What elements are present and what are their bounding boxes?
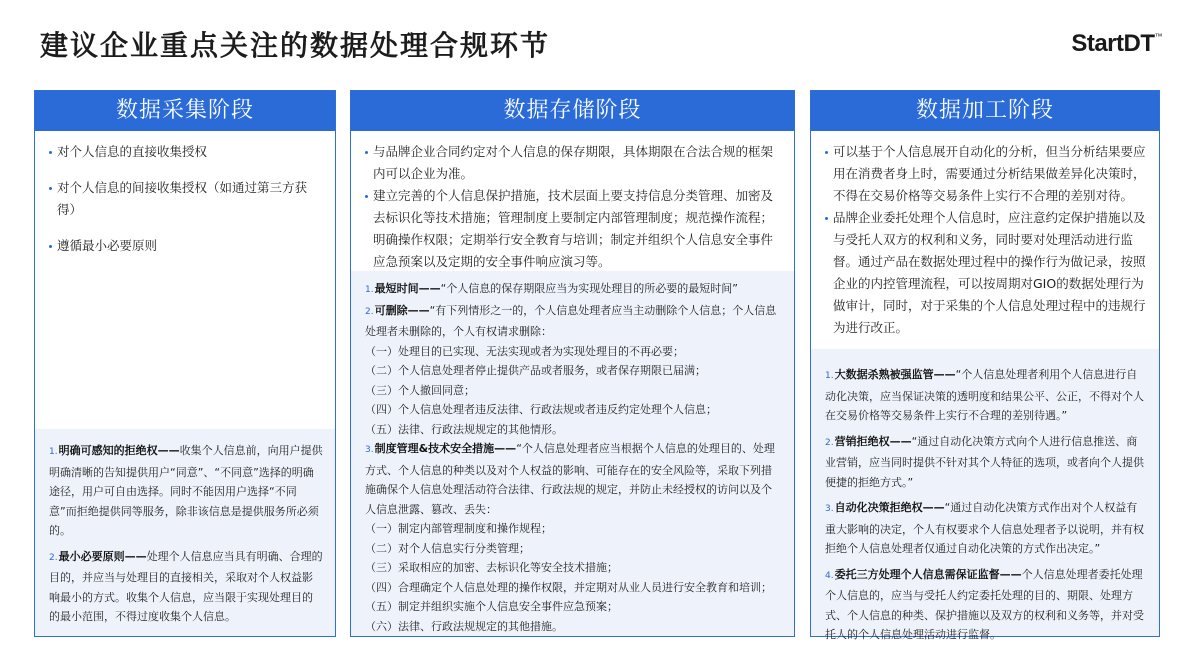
measure-item: （五）制定并组织实施个人信息安全事件应急预案； bbox=[365, 600, 618, 613]
delete-case: （四）个人信息处理者违反法律、行政法规或者违反约定处理个人信息； bbox=[365, 403, 717, 416]
clause-number: 1. bbox=[825, 371, 834, 381]
clause-title: 营销拒绝权—— bbox=[834, 434, 912, 448]
clause-text: 个人信息处理者委托处理个人信息的，应当与受托人约定委托处理的目的、期限、处理方式、个人信息的种类、保护措施以及双方的权利和义务等，并对受托人的个人信息处理活动进行监督。 bbox=[825, 567, 1144, 641]
measure-item: （二）对个人信息实行分类管理； bbox=[365, 541, 530, 555]
column-heading: 数据采集阶段 bbox=[35, 91, 335, 131]
clause-number: 1. bbox=[49, 447, 58, 457]
suggestion-item: 建立完善的个人信息保护措施，技术层面上要支持信息分类管理、加密及去标识化等技术措施；管理制度上要制定内部管理制度；规范操作流程；明确操作权限；定期举行安全教育与培训；制定并组织个人信息安全事件应急预案以及定期的安全事件响应演习等。 bbox=[365, 185, 782, 273]
legal-clause bbox=[365, 439, 782, 519]
delete-case: （二）个人信息处理者停止提供产品或者服务，或者保存期限已届满； bbox=[365, 364, 706, 377]
clause-title: 制度管理&技术安全措施—— bbox=[374, 442, 517, 455]
brand-name: StartDT bbox=[1071, 30, 1155, 57]
delete-case: （五）法律、行政法规规定的其他情形。 bbox=[365, 422, 563, 436]
legal-clause bbox=[365, 279, 782, 301]
legal-clause bbox=[49, 441, 323, 541]
legal-clause bbox=[825, 432, 1147, 493]
collection-stage-column bbox=[34, 90, 336, 637]
clause-text: “个人信息处理者利用个人信息进行自动化决策，应当保证决策的透明度和结果公平、公正，不得对个人在交易价格等交易条件上实行不合理的差别待遇。” bbox=[825, 368, 1144, 422]
column-heading: 数据存储阶段 bbox=[351, 91, 794, 131]
clause-title: 可删除—— bbox=[374, 303, 430, 317]
suggestion-list bbox=[351, 131, 794, 273]
legal-basis-box bbox=[35, 429, 335, 636]
legal-clause bbox=[825, 565, 1147, 645]
suggestion-item: 品牌企业委托处理个人信息时，应注意约定保护措施以及与受托人双方的权利和义务，同时要对处理活动进行监督。通过产品在数据处理过程中的操作行为做记录，按照企业的内控管理流程，可以按周期对GIO的数据处理行为做审计，同时，对于采集的个人信息处理过程中的违规行为进行改正。 bbox=[825, 207, 1147, 339]
measure-item: （六）法律、行政法规规定的其他措施。 bbox=[365, 619, 563, 633]
clause-text: “个人信息的保存期限应当为实现处理目的所必要的最短时间” bbox=[440, 282, 738, 295]
page-title: 建议企业重点关注的数据处理合规环节 bbox=[40, 29, 551, 62]
clause-text: “通过自动化决策方式作出对个人权益有重大影响的决定，个人有权要求个人信息处理者予以说明，并有权拒绝个人信息处理者仅通过自动化决策的方式作出决定。” bbox=[825, 501, 1144, 555]
legal-clause bbox=[49, 547, 323, 627]
suggestion-list bbox=[811, 131, 1159, 339]
clause-title: 大数据杀熟被强监管—— bbox=[834, 368, 956, 381]
delete-case: （三）个人撤回同意； bbox=[365, 383, 475, 397]
processing-stage-column bbox=[810, 90, 1160, 641]
brand-tm: ™ bbox=[1154, 32, 1162, 41]
legal-clause bbox=[825, 498, 1147, 559]
column-heading: 数据加工阶段 bbox=[811, 91, 1159, 131]
brand-logo bbox=[1071, 30, 1162, 58]
clause-text: 收集个人信息前，向用户提供明确清晰的告知提供用户“同意”、“不同意”选择的明确途径，用户可自由选择。同时不能因用户选择“不同意”而拒绝提供同等服务，除非该信息是提供服务所必须的。 bbox=[49, 444, 323, 537]
suggestion-item: 对个人信息的直接收集授权 bbox=[49, 141, 323, 163]
storage-stage-column bbox=[350, 90, 795, 637]
clause-number: 1. bbox=[365, 285, 374, 295]
clause-text: “个人信息处理者应当根据个人信息的处理目的、处理方式、个人信息的种类以及对个人权益的影响、可能存在的安全风险等，采取下列措施确保个人信息处理活动符合法律、行政法规的规定，并防止未经授权的访问以及个人信息泄露、篡改、丢失： bbox=[365, 442, 775, 516]
legal-clause bbox=[825, 365, 1147, 426]
clause-number: 2. bbox=[365, 306, 374, 317]
measure-item: （三）采取相应的加密、去标识化等安全技术措施； bbox=[365, 561, 618, 574]
legal-clause bbox=[365, 301, 782, 342]
clause-number: 4. bbox=[825, 570, 834, 581]
legal-basis-box bbox=[351, 271, 794, 636]
clause-text: 处理个人信息应当具有明确、合理的目的，并应当与处理目的直接相关，采取对个人权益影响最小的方式。收集个人信息，应当限于实现处理目的的最小范围，不得过度收集个人信息。 bbox=[49, 549, 323, 623]
clause-title: 自动化决策拒绝权—— bbox=[834, 501, 945, 514]
legal-basis-box bbox=[811, 349, 1159, 641]
suggestion-item: 对个人信息的间接收集授权（如通过第三方获得） bbox=[49, 177, 323, 221]
clause-number: 2. bbox=[49, 552, 58, 563]
clause-title: 明确可感知的拒绝权—— bbox=[58, 444, 180, 457]
clause-text: “有下列情形之一的，个人信息处理者应当主动删除个人信息；个人信息处理者未删除的，个人有权请求删除： bbox=[365, 303, 777, 338]
suggestion-item: 可以基于个人信息展开自动化的分析，但当分析结果要应用在消费者身上时，需要通过分析结果做差异化决策时，不得在交易价格等交易条件上实行不合理的差别对待。 bbox=[825, 141, 1147, 207]
suggestion-list bbox=[35, 131, 335, 257]
clause-number: 2. bbox=[825, 437, 834, 448]
clause-text: “通过自动化决策方式向个人进行信息推送、商业营销，应当同时提供不针对其个人特征的选项，或者向个人提供便捷的拒绝方式。” bbox=[825, 434, 1144, 489]
clause-number: 3. bbox=[365, 445, 374, 455]
measure-item: （四）合理确定个人信息处理的操作权限，并定期对从业人员进行安全教育和培训； bbox=[365, 580, 772, 594]
measure-item: （一）制定内部管理制度和操作规程； bbox=[365, 522, 552, 535]
clause-title: 最短时间—— bbox=[374, 282, 441, 295]
suggestion-item: 遵循最小必要原则 bbox=[49, 235, 323, 257]
clause-number: 3. bbox=[825, 504, 834, 514]
delete-case: （一）处理目的已实现、无法实现或者为实现处理目的不再必要； bbox=[365, 344, 684, 358]
clause-title: 最小必要原则—— bbox=[58, 549, 147, 563]
clause-title: 委托三方处理个人信息需保证监督—— bbox=[834, 567, 1022, 581]
suggestion-item: 与品牌企业合同约定对个人信息的保存期限，具体期限在合法合规的框架内可以企业为准。 bbox=[365, 141, 782, 185]
